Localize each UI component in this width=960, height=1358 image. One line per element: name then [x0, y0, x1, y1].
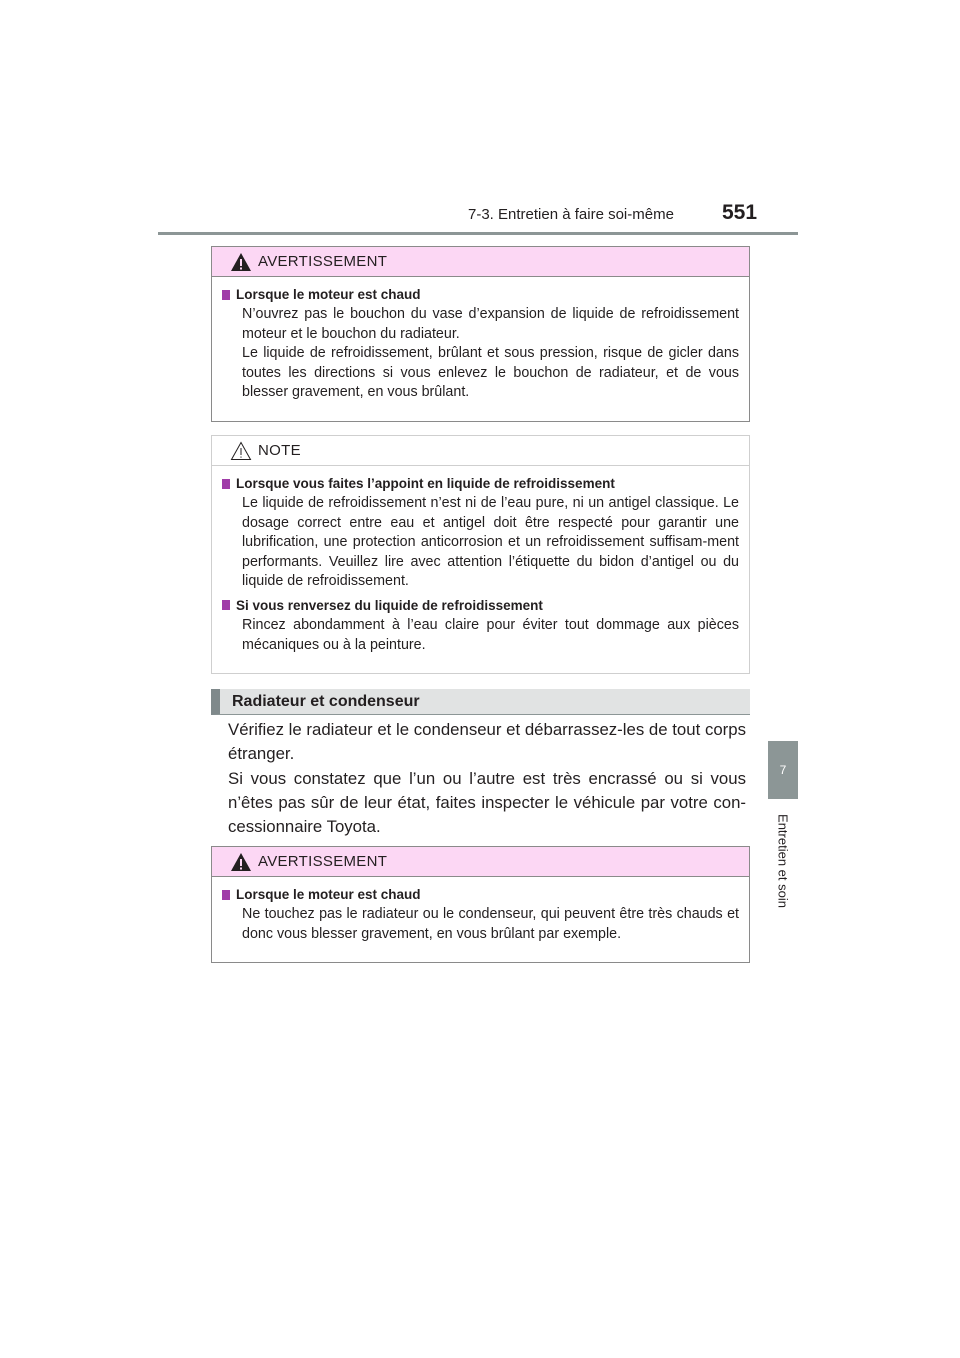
section-heading-text: Radiateur et condenseur: [232, 693, 420, 710]
caution-triangle-outline-icon: [230, 441, 252, 461]
warning-paragraph: Le liquide de refroidissement, brûlant et sous pression, risque de gicler dans toutes les directions si vous enlevez le bouchon de radiateur, et de vous blesser gravement, en vous brûlant.: [242, 345, 739, 401]
page-number: 551: [722, 201, 758, 224]
note-paragraph: Le liquide de refroidissement n’est ni de l’eau pure, ni un antigel classique. Le dosage correct entre eau et antigel doit être respecté pour garantir une lubrification, une protection anticorrosion et un refroidissement suffisam-ment performants. Veuillez lire avec attention l’étiquette du bidon d’antigel ou du liquide de refroidissement.: [242, 495, 739, 590]
body-paragraph: Si vous constatez que l’un ou l’autre est très encrassé ou si vous n’êtes pas sûr de leur état, faites inspecter le véhicule par votre con-cessionnaire Toyota.: [228, 769, 746, 836]
bullet-square-icon: [222, 479, 230, 489]
warning-box-1: [211, 246, 750, 422]
header-rule: [158, 232, 798, 235]
warning-title-2: AVERTISSEMENT: [258, 853, 388, 870]
bullet-square-icon: [222, 600, 230, 610]
warning-paragraph: N’ouvrez pas le bouchon du vase d’expansion de liquide de refroidissement moteur et le bouchon du radiateur.: [242, 306, 739, 342]
section-heading: [211, 689, 750, 715]
warning-title-1: AVERTISSEMENT: [258, 253, 388, 270]
bullet-square-icon: [222, 890, 230, 900]
section-body: [228, 718, 746, 840]
note-paragraph: Rincez abondamment à l’eau claire pour éviter tout dommage aux pièces mécaniques ou à la peinture.: [242, 616, 739, 653]
note-box: [211, 435, 750, 674]
chapter-label-text: Entretien et soin: [775, 814, 791, 908]
chapter-label: [768, 806, 798, 916]
warning-header-1: [212, 247, 749, 277]
warning-header-2: [212, 847, 749, 877]
warning-box-2: [211, 846, 750, 963]
note-header: [212, 436, 749, 466]
note-item-heading: Si vous renversez du liquide de refroidissement: [222, 598, 739, 613]
warning-item-heading: Lorsque le moteur est chaud: [222, 887, 739, 902]
header-section-title: 7-3. Entretien à faire soi-même: [468, 206, 674, 223]
body-paragraph: Vérifiez le radiateur et le condenseur et débarrassez-les de tout corps étranger.: [228, 720, 746, 763]
bullet-square-icon: [222, 290, 230, 300]
note-title: NOTE: [258, 442, 301, 459]
chapter-tab: 7: [768, 741, 798, 799]
warning-item-heading: Lorsque le moteur est chaud: [222, 287, 739, 302]
note-item-heading: Lorsque vous faites l’appoint en liquide de refroidissement: [222, 476, 739, 491]
warning-triangle-icon: [230, 252, 252, 272]
warning-paragraph: Ne touchez pas le radiateur ou le condenseur, qui peuvent être très chauds et donc vous blesser gravement, en vous brûlant par exemple.: [242, 906, 739, 942]
warning-triangle-icon: [230, 852, 252, 872]
